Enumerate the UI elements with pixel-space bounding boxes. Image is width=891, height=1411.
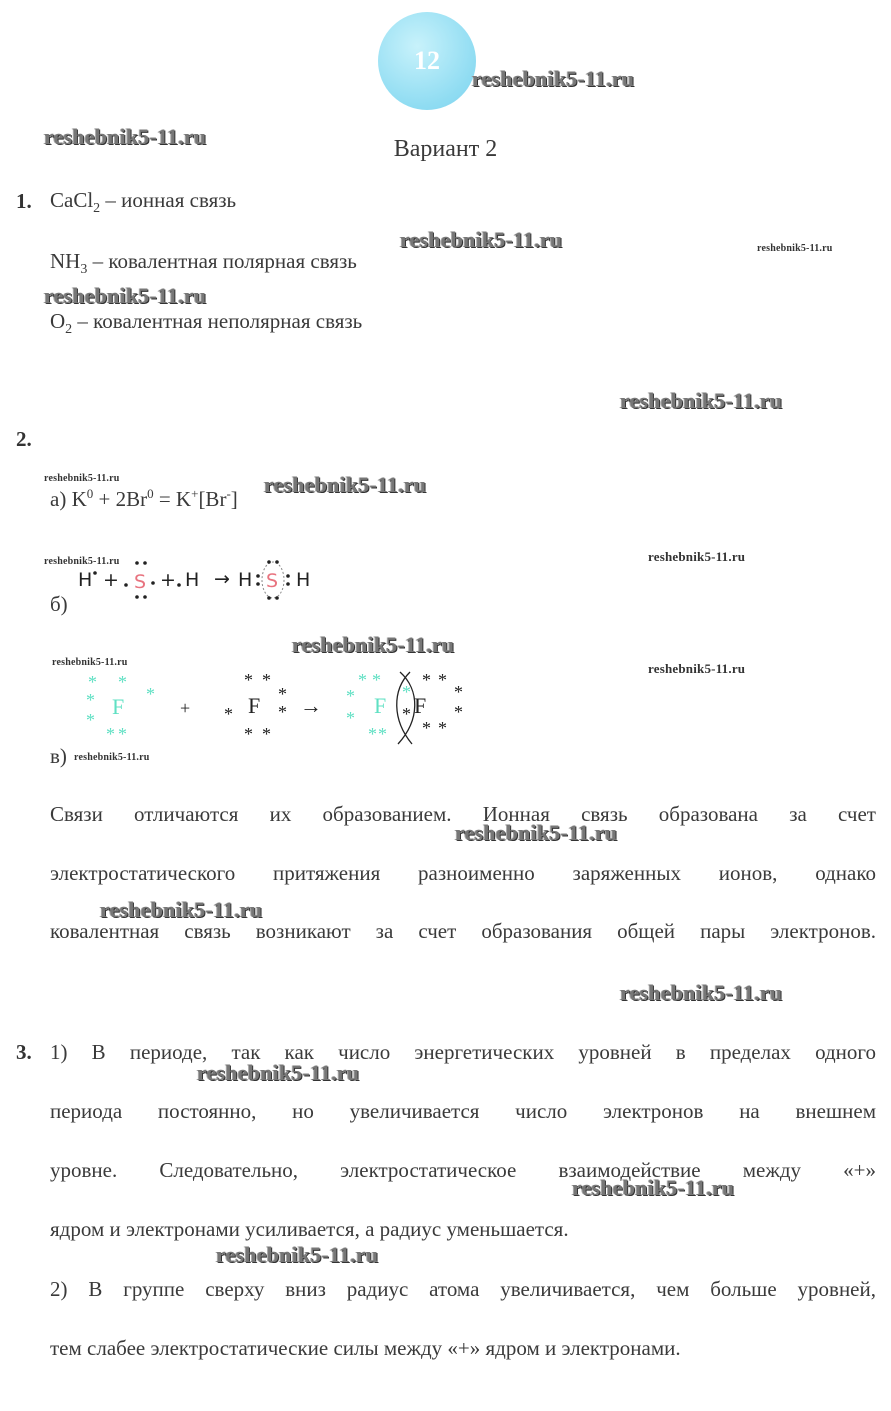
svg-text:*: * — [106, 724, 115, 744]
svg-text:*: * — [278, 684, 287, 704]
task-2-label-b: б) — [50, 592, 68, 616]
svg-text:*: * — [244, 670, 253, 690]
watermark: reshebnik5-11.ru — [197, 1060, 360, 1085]
h-atom-3: H — [238, 569, 253, 591]
watermark-small: reshebnik5-11.ru — [44, 556, 120, 567]
page-number: 12 — [414, 46, 440, 75]
plus-sign: + — [180, 698, 191, 718]
svg-text:*: * — [402, 704, 411, 724]
watermark: reshebnik5-11.ru — [620, 388, 783, 413]
watermark-small: reshebnik5-11.ru — [648, 549, 746, 564]
svg-text:*: * — [454, 682, 463, 702]
svg-text:*: * — [346, 686, 355, 706]
svg-text:*: * — [244, 724, 253, 744]
page-number-badge — [378, 12, 476, 110]
task-3-number: 3. — [16, 1040, 32, 1064]
task-1-number: 1. — [16, 189, 32, 213]
svg-text:*: * — [372, 670, 381, 690]
svg-text:*: * — [368, 724, 377, 744]
svg-text:*: * — [118, 724, 127, 744]
watermark-small: reshebnik5-11.ru — [74, 752, 150, 763]
h-atom-4: H — [296, 569, 311, 591]
watermark-small: reshebnik5-11.ru — [757, 243, 833, 254]
f-atom-3: F — [374, 693, 387, 718]
watermark: reshebnik5-11.ru — [572, 1175, 735, 1200]
svg-text:*: * — [358, 670, 367, 690]
f-atom-4: F — [414, 693, 427, 718]
task-2-label-v: в) — [50, 744, 67, 768]
watermark-small: reshebnik5-11.ru — [44, 473, 120, 484]
svg-text:*: * — [402, 682, 411, 702]
task-1-line-1: CaCl$_2$ – ионная связь — [50, 188, 237, 217]
watermark: reshebnik5-11.ru — [620, 980, 783, 1005]
watermark: reshebnik5-11.ru — [216, 1242, 379, 1267]
page-title: Вариант 2 — [393, 136, 498, 162]
f-atom-2: F — [248, 693, 261, 718]
watermark: reshebnik5-11.ru — [100, 897, 263, 922]
svg-text:*: * — [278, 702, 287, 722]
task-3-line-4: ядром и электронами усиливается, а радиус уменьшается. — [50, 1217, 569, 1241]
watermark: reshebnik5-11.ru — [292, 632, 455, 657]
watermark-small: reshebnik5-11.ru — [648, 661, 746, 676]
svg-text:*: * — [454, 702, 463, 722]
h-atom-1: H — [78, 569, 93, 591]
svg-text:*: * — [378, 724, 387, 744]
task-3-line-3: уровне. Следовательно, электростатическое взаимодействие между «+» — [50, 1158, 876, 1182]
task-2-equation-a: а) $K^0 + 2Br^0 = K^+[Br^-]$ — [50, 486, 238, 511]
svg-text:*: * — [422, 670, 431, 690]
task-1-line-3: $O_2$ – ковалентная неполярная связь — [50, 309, 363, 338]
svg-text:*: * — [86, 710, 95, 730]
f2-lewis-scheme — [80, 668, 480, 748]
svg-text:*: * — [262, 670, 271, 690]
task-3-line-6: тем слабее электростатические силы между «+» ядром и электронами. — [50, 1336, 681, 1360]
watermark: reshebnik5-11.ru — [455, 820, 618, 845]
task-2-paragraph-line-2: электростатического притяжения разноименно заряженных ионов, однако — [50, 861, 876, 885]
svg-text:*: * — [118, 672, 127, 692]
task-3-line-5: 2) В группе сверху вниз радиус атома увеличивается, чем больше уровней, — [50, 1277, 876, 1301]
svg-text:*: * — [224, 704, 233, 724]
electron-dot — [93, 571, 97, 575]
task-2-paragraph-line-1: Связи отличаются их образованием. Ионная связь образована за счет — [50, 802, 876, 826]
watermark-small: reshebnik5-11.ru — [52, 657, 128, 668]
task-1-line-2: $NH_3$ – ковалентная полярная связь — [50, 249, 357, 278]
watermark: reshebnik5-11.ru — [44, 283, 207, 308]
s-atom-2: S — [266, 570, 279, 592]
watermark: reshebnik5-11.ru — [472, 66, 635, 91]
svg-text:*: * — [346, 708, 355, 728]
task-2-paragraph-line-3: ковалентная связь возникают за счет образования общей пары электронов. — [50, 919, 876, 943]
task-2-number: 2. — [16, 427, 32, 451]
plus-sign-2: + — [160, 569, 176, 591]
arrow: → — [214, 568, 230, 590]
svg-text:*: * — [262, 724, 271, 744]
svg-text:*: * — [422, 718, 431, 738]
svg-text:*: * — [438, 670, 447, 690]
plus-sign-1: + — [103, 569, 119, 591]
svg-text:*: * — [146, 684, 155, 704]
watermark: reshebnik5-11.ru — [44, 124, 207, 149]
h-atom-2: H — [185, 569, 200, 591]
arrow: → — [300, 693, 322, 718]
watermark: reshebnik5-11.ru — [400, 227, 563, 252]
task-3-line-2: периода постоянно, но увеличивается число электронов на внешнем — [50, 1099, 876, 1123]
svg-text:*: * — [88, 672, 97, 692]
watermark: reshebnik5-11.ru — [264, 472, 427, 497]
svg-text:*: * — [438, 718, 447, 738]
task-3-line-1: 1) В периоде, так как число энергетических уровней в пределах одного — [50, 1040, 876, 1064]
s-atom-1: S — [134, 571, 147, 593]
svg-text:*: * — [86, 690, 95, 710]
f-atom-1: F — [112, 694, 125, 719]
